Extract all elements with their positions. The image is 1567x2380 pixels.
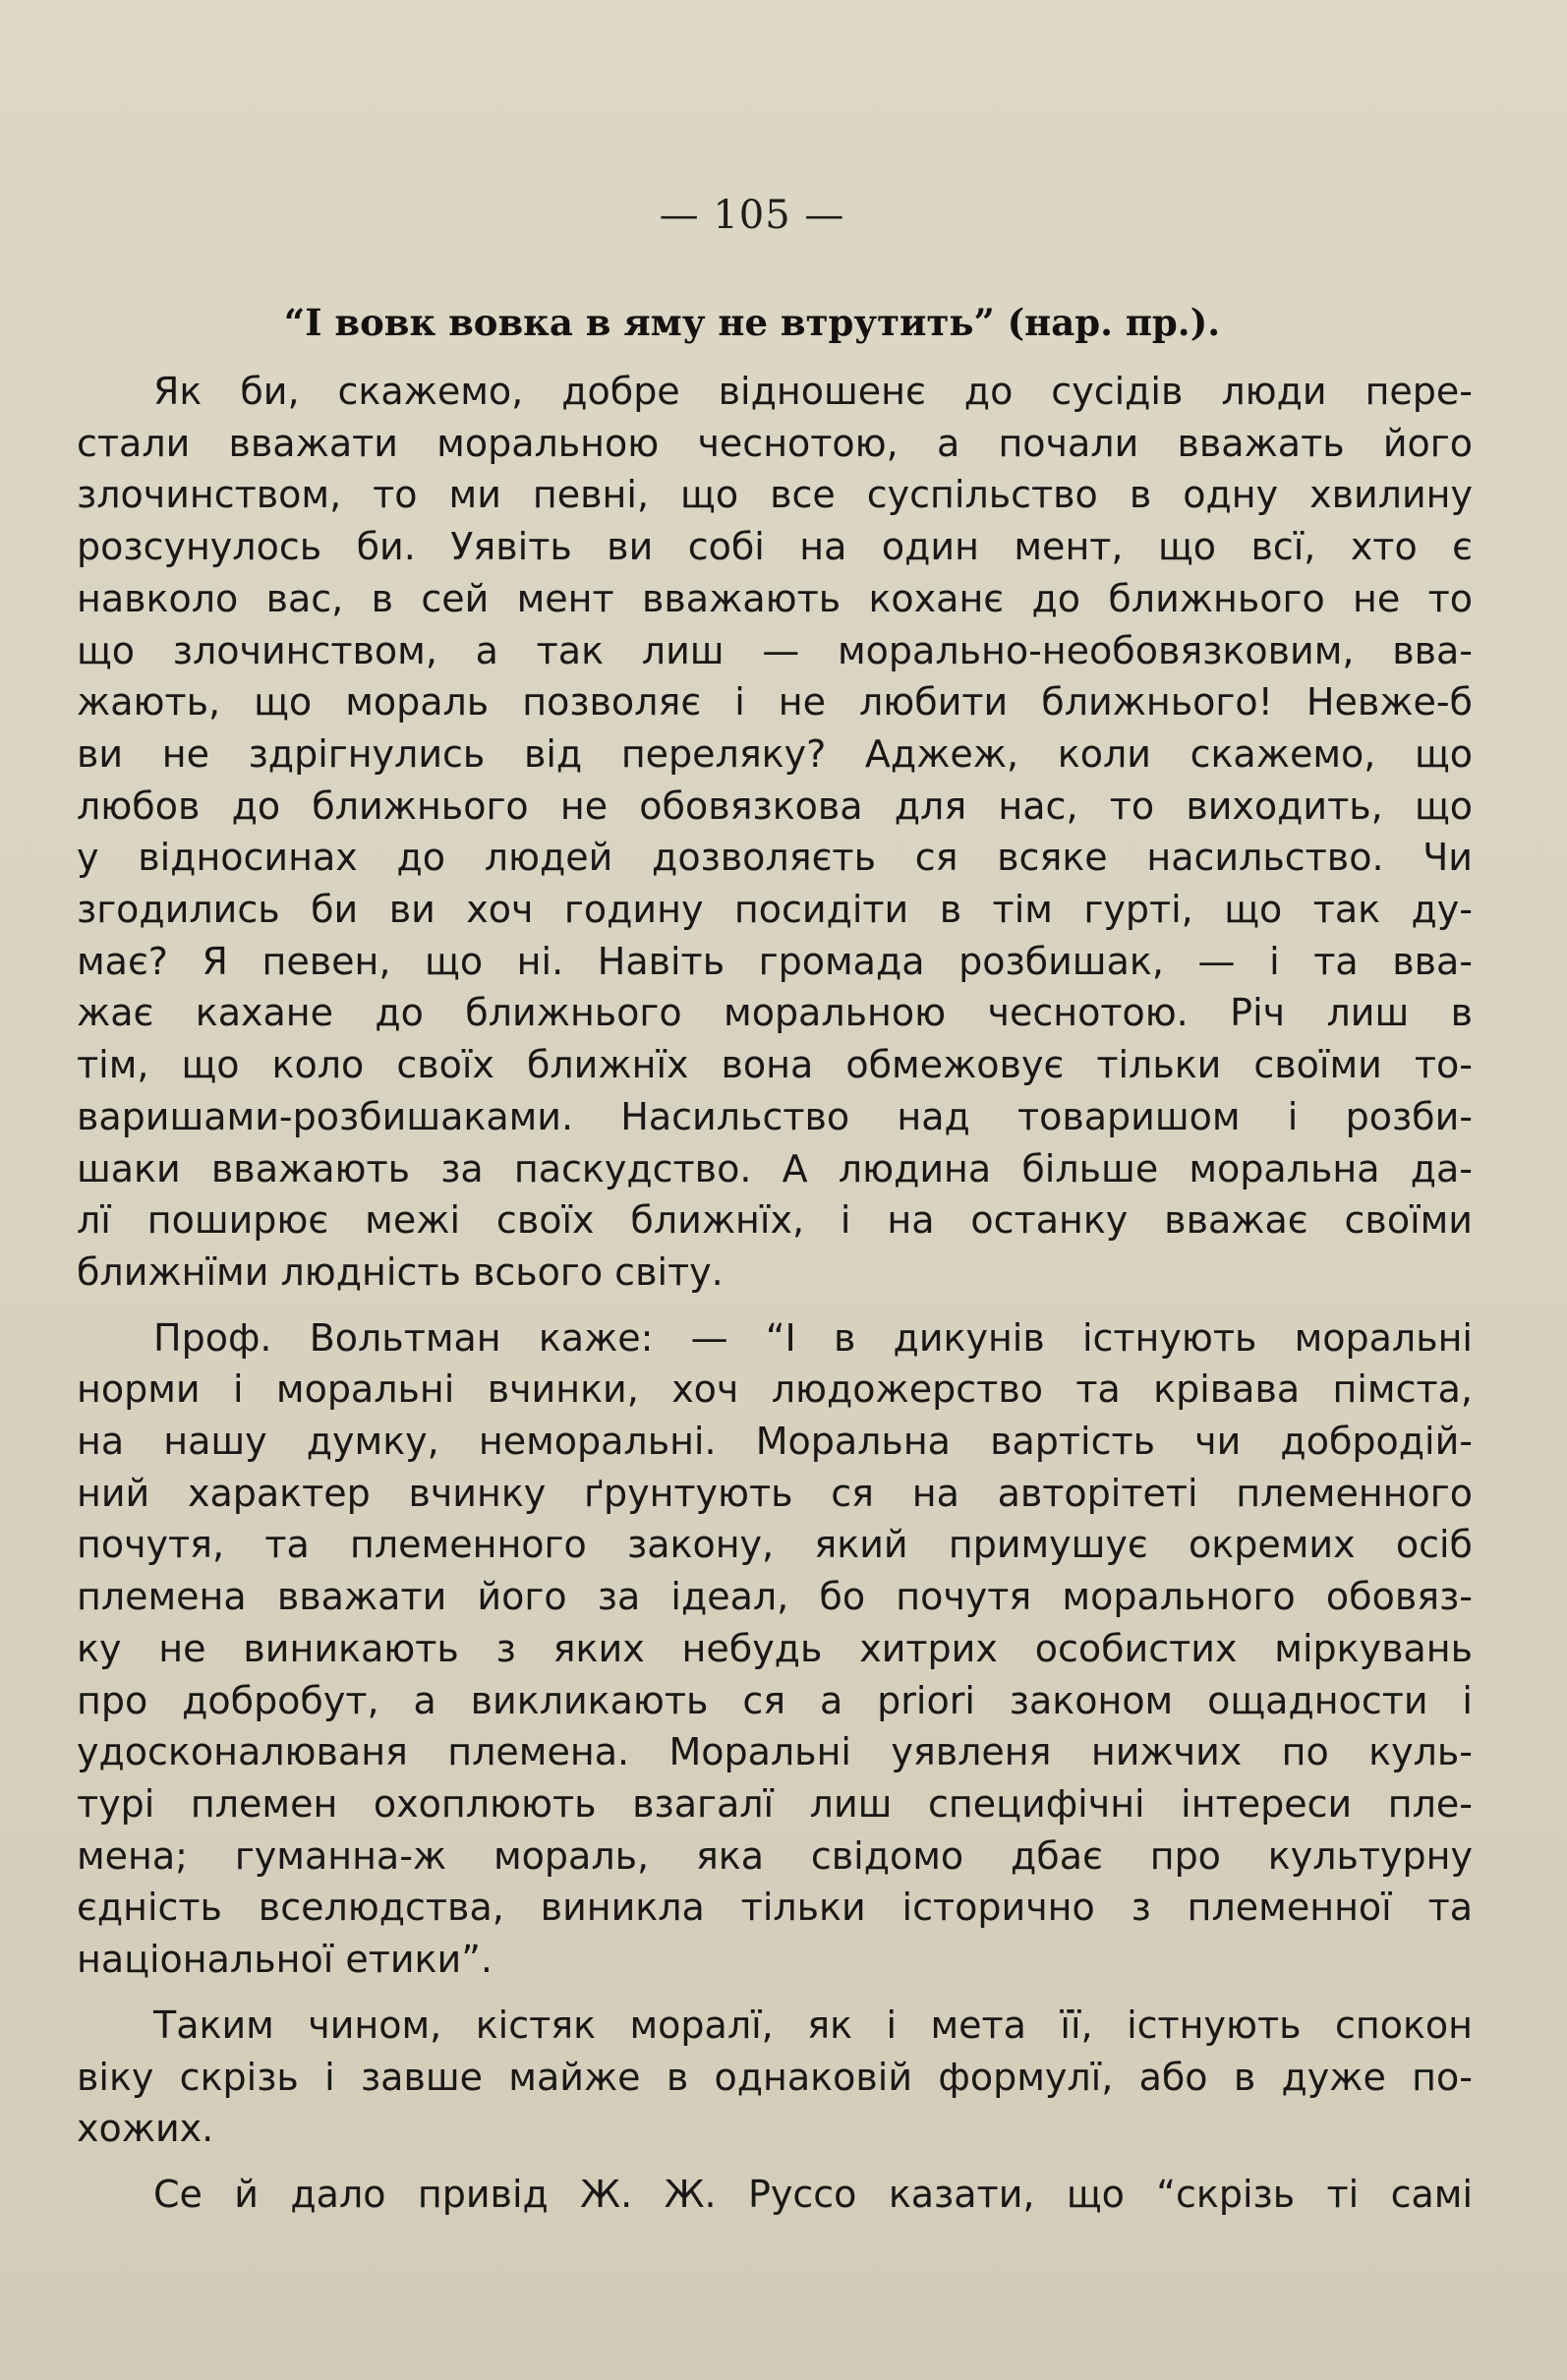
text-line: про добробут, а викликають ся a priori законом ощадности і bbox=[77, 1678, 1473, 1722]
text-line: злочинством, то ми певні, що все суспільство в одну хвилину bbox=[77, 473, 1473, 517]
text-line: шаки вважають за паскудство. А людина більше моральна да- bbox=[77, 1146, 1473, 1190]
text-line: мена; гуманна-ж мораль, яка свідомо дбає про культурну bbox=[77, 1833, 1473, 1878]
text-line: ви не здрігнулись від переляку? Аджеж, коли скажемо, що bbox=[77, 731, 1473, 776]
text-line: на нашу думку, неморальні. Моральна вартість чи добродій- bbox=[77, 1420, 1473, 1464]
text-line: національної етики”. bbox=[77, 1938, 493, 1982]
paragraph bbox=[77, 366, 1473, 1299]
text-line: ближнїми людність всього світу. bbox=[77, 1249, 724, 1294]
text-line: почутя, та племенного закону, який примушує окремих осіб bbox=[77, 1523, 1473, 1567]
body-text bbox=[77, 366, 1473, 2221]
text-line: Се й дало привід Ж. Ж. Руссо казати, що “скрізь ті самі bbox=[153, 2172, 1473, 2216]
text-line: тім, що коло своїх ближнїх вона обмежовує тільки своїми то- bbox=[77, 1043, 1473, 1087]
text-line: віку скрізь і завше майже в однаковій формулї, або в дуже по- bbox=[77, 2055, 1473, 2099]
text-line: єдність вселюдства, виникла тільки історично з племенної та bbox=[77, 1886, 1473, 1930]
text-line: лї поширює межі своїх ближнїх, і на останку вважає своїми bbox=[77, 1198, 1473, 1243]
text-line: жає кахане до ближнього моральною чеснотою. Річ лиш в bbox=[77, 991, 1473, 1035]
text-line: любов до ближнього не обовязкова для нас, то виходить, що bbox=[77, 784, 1473, 828]
paragraph bbox=[77, 1312, 1473, 1986]
text-line: Як би, скажемо, добре відношенє до сусідів люди пере- bbox=[153, 370, 1473, 413]
paragraph bbox=[77, 2169, 1473, 2221]
text-line: жають, що мораль позволяє і не любити ближнього! Невже-б bbox=[77, 680, 1473, 725]
text-line: турі племен охоплюють взагалї лиш специфічні інтереси пле- bbox=[77, 1781, 1473, 1826]
text-line: розсунулось би. Уявіть ви собі на один мент, що всї, хто є bbox=[77, 525, 1473, 569]
text-line: хожих. bbox=[77, 2107, 214, 2151]
text-line: племена вважати його за ідеал, бо почутя морального обовяз- bbox=[77, 1575, 1473, 1619]
text-line: Таким чином, кістяк моралї, як і мета її, істнують спокон bbox=[153, 2003, 1473, 2047]
page-number: — 105 — bbox=[659, 193, 845, 238]
text-line: стали вважати моральною чеснотою, а почали вважать його bbox=[77, 421, 1473, 465]
text-line: ний характер вчинку ґрунтують ся на авторітеті племенного bbox=[77, 1471, 1473, 1515]
text-line: варишами-розбишаками. Насильство над товаришом і розби- bbox=[77, 1094, 1473, 1138]
text-line: має? Я певен, що ні. Навіть громада розбишак, — і та вва- bbox=[77, 939, 1473, 983]
text-line: Проф. Вольтман каже: — “І в дикунів істнують моральні bbox=[153, 1315, 1473, 1360]
paragraph bbox=[77, 2000, 1473, 2155]
text-line: у відносинах до людей дозволяєть ся всяке насильство. Чи bbox=[77, 836, 1473, 880]
text-line: згодились би ви хоч годину посидіти в тім гурті, що так ду- bbox=[77, 888, 1473, 932]
text-line: ку не виникають з яких небудь хитрих особистих міркувань bbox=[77, 1626, 1473, 1670]
text-line: удосконалюваня племена. Моральні уявленя нижчих по куль- bbox=[77, 1730, 1473, 1774]
section-heading: “І вовк вовка в яму не втрутить” (нар. пр.). bbox=[283, 301, 1221, 344]
text-line: норми і моральні вчинки, хоч людожерство та крівава пімста, bbox=[77, 1367, 1473, 1412]
text-line: навколо вас, в сей мент вважають коханє до ближнього не то bbox=[77, 576, 1473, 620]
text-line: що злочинством, а так лиш — морально-необовязковим, вва- bbox=[77, 628, 1473, 672]
